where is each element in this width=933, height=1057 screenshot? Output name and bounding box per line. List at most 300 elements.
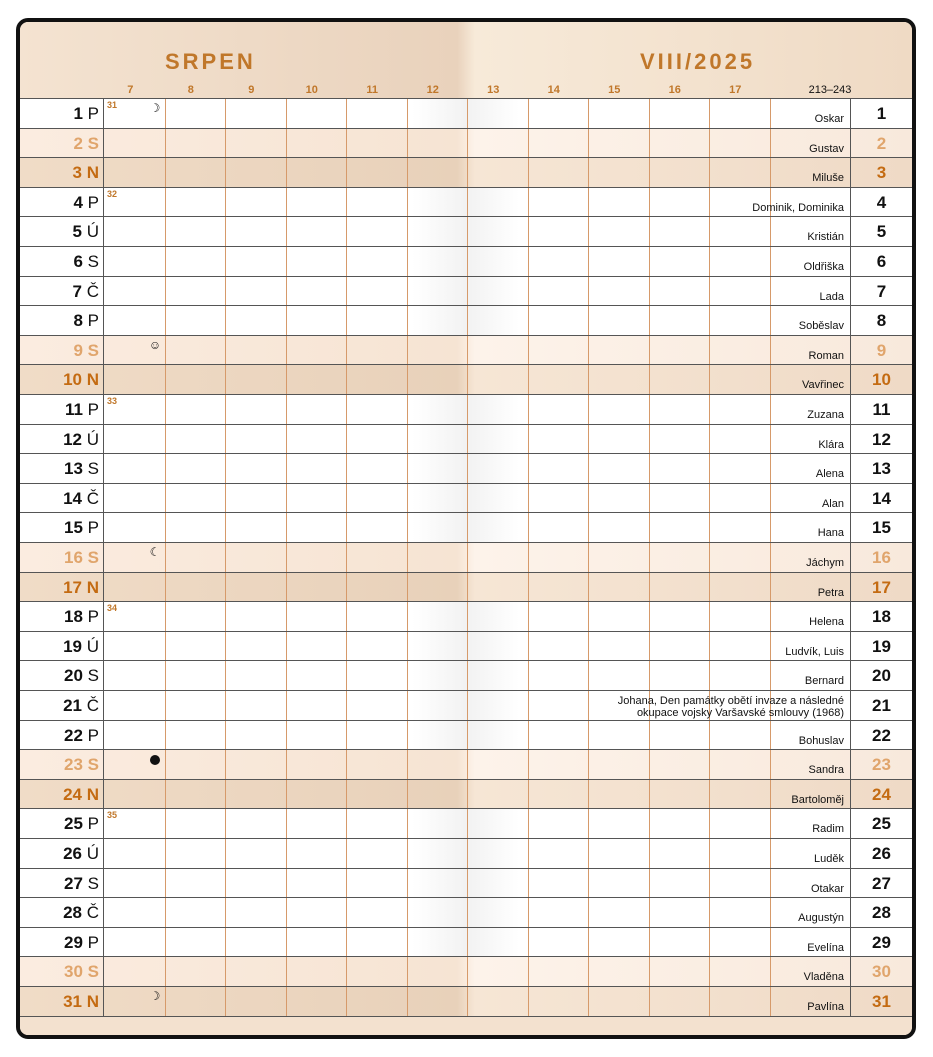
hour-divider — [286, 277, 287, 306]
hour-divider — [225, 573, 226, 602]
day-row[interactable] — [20, 572, 912, 602]
day-number-right: 27 — [850, 869, 912, 898]
day-row[interactable] — [20, 276, 912, 306]
hour-divider — [649, 721, 650, 750]
hour-divider — [649, 573, 650, 602]
hour-divider — [225, 484, 226, 513]
name-day — [820, 291, 844, 303]
hour-divider — [588, 809, 589, 838]
name-day — [807, 1001, 844, 1013]
hour-divider — [709, 365, 710, 394]
hour-divider — [588, 336, 589, 365]
hour-divider — [467, 217, 468, 246]
day-label — [20, 484, 104, 513]
hour-divider — [225, 987, 226, 1016]
hour-divider — [649, 454, 650, 483]
hour-label: 15 — [608, 84, 621, 96]
hour-divider — [407, 158, 408, 187]
name-day-line: Oskar — [814, 113, 844, 125]
hour-divider — [467, 839, 468, 868]
day-of-week: S — [87, 755, 99, 775]
hour-divider — [528, 987, 529, 1016]
hour-divider — [649, 898, 650, 927]
hour-divider — [588, 513, 589, 542]
name-day-line: Bohuslav — [798, 734, 844, 747]
hour-divider — [407, 425, 408, 454]
hour-divider — [467, 898, 468, 927]
hour-divider — [467, 780, 468, 809]
day-row[interactable] — [20, 98, 912, 128]
hour-divider — [588, 661, 589, 690]
day-number-right: 1 — [850, 99, 912, 128]
hour-divider — [770, 780, 771, 809]
hour-divider — [346, 99, 347, 128]
name-day — [809, 616, 844, 628]
name-day-line: Soběslav — [798, 320, 844, 333]
hour-divider — [588, 188, 589, 217]
day-number: 6 — [73, 252, 83, 271]
hour-divider — [407, 543, 408, 572]
hour-divider — [709, 632, 710, 661]
day-number-right: 24 — [850, 780, 912, 809]
day-number: 26 — [63, 844, 82, 863]
hour-divider — [225, 247, 226, 276]
day-number: 11 — [64, 400, 83, 419]
hour-divider — [588, 987, 589, 1016]
day-row[interactable] — [20, 631, 912, 661]
name-day — [806, 557, 844, 569]
hour-divider — [165, 602, 166, 631]
day-number-right: 20 — [850, 661, 912, 690]
day-of-week: Ú — [86, 636, 99, 656]
hour-divider — [528, 573, 529, 602]
hour-divider — [286, 217, 287, 246]
name-day-line: Ludvík, Luis — [785, 645, 844, 658]
hour-divider — [467, 513, 468, 542]
hour-divider — [649, 425, 650, 454]
day-number: 22 — [64, 725, 83, 745]
hour-divider — [165, 750, 166, 779]
hour-divider — [770, 454, 771, 483]
day-number: 10 — [63, 370, 82, 390]
day-number: 28 — [63, 903, 82, 923]
hour-divider — [165, 809, 166, 838]
hour-divider — [346, 721, 347, 750]
day-number: 12 — [63, 429, 82, 449]
day-row[interactable] — [20, 542, 912, 572]
day-of-year-range: 213–243 — [808, 84, 852, 96]
hour-divider — [467, 750, 468, 779]
hour-divider — [588, 869, 589, 898]
hour-divider — [407, 957, 408, 986]
hour-divider — [528, 158, 529, 187]
name-day-line: Augustýn — [798, 912, 844, 925]
hour-divider — [225, 898, 226, 927]
hour-divider — [346, 750, 347, 779]
hour-divider — [649, 306, 650, 335]
hour-divider — [528, 425, 529, 454]
name-day-line: Evelína — [807, 941, 844, 954]
hour-divider — [770, 632, 771, 661]
hour-divider — [770, 217, 771, 246]
day-number-right: 29 — [850, 928, 912, 957]
name-day — [812, 172, 844, 184]
hour-divider — [709, 425, 710, 454]
hour-divider — [467, 957, 468, 986]
hour-divider — [286, 336, 287, 365]
hour-divider — [165, 454, 166, 483]
hour-divider — [346, 336, 347, 365]
day-label — [20, 188, 104, 217]
hour-divider — [709, 780, 710, 809]
hour-divider — [588, 573, 589, 602]
hour-divider — [346, 425, 347, 454]
hour-divider — [709, 217, 710, 246]
hour-divider — [770, 839, 771, 868]
name-day — [802, 379, 844, 391]
hour-divider — [286, 632, 287, 661]
day-row[interactable] — [20, 335, 912, 365]
name-day — [805, 675, 844, 687]
hour-divider — [346, 484, 347, 513]
week-number: 35 — [107, 810, 118, 821]
name-day — [822, 498, 844, 510]
name-day-line: Luděk — [814, 853, 844, 865]
day-number-right: 30 — [850, 957, 912, 986]
hour-label: 16 — [668, 84, 681, 96]
day-row[interactable] — [20, 601, 912, 631]
hour-divider — [528, 395, 529, 424]
hour-divider — [649, 602, 650, 631]
hour-divider — [225, 691, 226, 720]
hour-divider — [770, 484, 771, 513]
day-of-week: N — [86, 784, 99, 804]
name-day — [752, 202, 844, 214]
day-row[interactable] — [20, 838, 912, 868]
hour-divider — [528, 957, 529, 986]
hour-divider — [346, 839, 347, 868]
hour-divider — [528, 809, 529, 838]
hour-divider — [588, 99, 589, 128]
name-day-line: okupace vojsky Varšavské smlouvy (1968) — [636, 707, 844, 719]
name-day-line: Roman — [808, 349, 844, 362]
day-label — [20, 869, 104, 898]
day-of-week: Ú — [86, 844, 99, 863]
hour-divider — [649, 632, 650, 661]
hour-divider — [225, 365, 226, 394]
day-number-right: 26 — [850, 839, 912, 868]
day-label — [20, 454, 104, 483]
hour-divider — [709, 602, 710, 631]
day-label — [20, 632, 104, 661]
hour-divider — [165, 513, 166, 542]
day-number: 9 — [73, 340, 83, 360]
day-row[interactable] — [20, 453, 912, 483]
hour-divider — [225, 454, 226, 483]
hour-divider — [770, 987, 771, 1016]
hour-divider — [770, 750, 771, 779]
day-row[interactable] — [20, 246, 912, 276]
hour-divider — [770, 158, 771, 187]
hour-divider — [346, 129, 347, 158]
day-label — [20, 99, 104, 128]
hour-divider — [528, 336, 529, 365]
hour-divider — [467, 661, 468, 690]
hour-divider — [770, 99, 771, 128]
day-row[interactable] — [20, 779, 912, 809]
hour-divider — [165, 543, 166, 572]
day-of-week: S — [87, 459, 99, 479]
hour-divider — [649, 129, 650, 158]
hour-divider — [588, 750, 589, 779]
hour-divider — [588, 425, 589, 454]
day-label — [20, 365, 104, 394]
hour-divider — [770, 809, 771, 838]
last-quarter-icon: ☾ — [149, 545, 161, 559]
hour-divider — [709, 721, 710, 750]
day-row[interactable] — [20, 424, 912, 454]
hour-divider — [407, 365, 408, 394]
day-number: 17 — [63, 577, 82, 597]
hour-divider — [588, 395, 589, 424]
hour-divider — [346, 691, 347, 720]
hour-divider — [407, 513, 408, 542]
name-day-line: Sandra — [808, 764, 844, 777]
hour-divider — [588, 957, 589, 986]
day-of-week: S — [87, 340, 99, 360]
name-day-line: Petra — [817, 586, 844, 599]
hour-divider — [407, 277, 408, 306]
day-row[interactable] — [20, 216, 912, 246]
hour-divider — [709, 395, 710, 424]
hour-divider — [346, 957, 347, 986]
calendar-footer — [20, 1016, 912, 1039]
day-number: 16 — [64, 548, 83, 567]
hour-divider — [467, 425, 468, 454]
day-label — [20, 513, 104, 542]
name-day — [809, 143, 844, 155]
hour-divider — [407, 484, 408, 513]
day-of-week: Ú — [86, 222, 99, 242]
hour-divider — [225, 869, 226, 898]
hour-divider — [649, 987, 650, 1016]
hour-label: 14 — [547, 84, 560, 96]
hour-divider — [709, 158, 710, 187]
hour-divider — [649, 247, 650, 276]
day-of-week: N — [86, 992, 99, 1011]
hour-divider — [709, 484, 710, 513]
hour-divider — [588, 306, 589, 335]
hour-divider — [165, 247, 166, 276]
hour-divider — [225, 809, 226, 838]
name-day — [799, 735, 844, 747]
day-of-week: P — [87, 400, 99, 419]
name-day-line: Bernard — [804, 675, 844, 688]
hour-divider — [407, 217, 408, 246]
day-of-week: S — [87, 252, 99, 271]
day-row[interactable] — [20, 956, 912, 986]
hour-divider — [770, 869, 771, 898]
day-number: 24 — [63, 784, 82, 804]
day-number: 27 — [64, 873, 83, 893]
day-number: 19 — [63, 636, 82, 656]
day-row[interactable] — [20, 749, 912, 779]
name-day-line: Helena — [809, 616, 844, 629]
day-number-right: 19 — [850, 632, 912, 661]
hour-divider — [165, 957, 166, 986]
hour-label: 7 — [127, 84, 134, 96]
day-row[interactable] — [20, 305, 912, 335]
day-of-week: Č — [86, 903, 99, 923]
hour-divider — [286, 425, 287, 454]
hour-divider — [528, 750, 529, 779]
hour-divider — [709, 543, 710, 572]
hour-divider — [346, 306, 347, 335]
name-day — [799, 320, 844, 332]
day-row[interactable] — [20, 187, 912, 217]
hour-divider — [467, 454, 468, 483]
day-row[interactable] — [20, 128, 912, 158]
day-row[interactable] — [20, 986, 912, 1016]
day-of-week: P — [87, 518, 99, 538]
name-day — [816, 468, 844, 480]
day-label — [20, 839, 104, 868]
hour-divider — [588, 277, 589, 306]
name-day — [618, 695, 844, 719]
hour-divider — [346, 158, 347, 187]
hour-divider — [649, 513, 650, 542]
hour-divider — [225, 839, 226, 868]
day-row[interactable] — [20, 897, 912, 927]
hour-divider — [770, 661, 771, 690]
name-day-line: Klára — [818, 438, 844, 451]
day-of-week: P — [87, 932, 99, 952]
hour-divider — [709, 573, 710, 602]
day-row[interactable] — [20, 512, 912, 542]
name-day — [791, 794, 844, 806]
hour-divider — [346, 247, 347, 276]
hour-divider — [225, 129, 226, 158]
hour-divider — [346, 543, 347, 572]
day-number-right: 3 — [850, 158, 912, 187]
name-day — [804, 261, 844, 273]
hour-divider — [649, 839, 650, 868]
hour-divider — [528, 247, 529, 276]
hour-divider — [770, 365, 771, 394]
day-row[interactable] — [20, 720, 912, 750]
name-day — [818, 587, 844, 599]
hour-label: 10 — [305, 84, 318, 96]
hour-divider — [649, 188, 650, 217]
hour-divider — [588, 691, 589, 720]
hour-divider — [286, 395, 287, 424]
name-day — [785, 646, 844, 658]
day-number: 21 — [63, 696, 82, 715]
day-label — [20, 898, 104, 927]
hour-divider — [467, 484, 468, 513]
hour-divider — [649, 336, 650, 365]
day-number-right: 8 — [850, 306, 912, 335]
hour-divider — [467, 573, 468, 602]
day-label — [20, 543, 104, 572]
hour-divider — [649, 484, 650, 513]
name-day-line: Lada — [819, 290, 844, 303]
hour-divider — [467, 99, 468, 128]
day-row[interactable] — [20, 808, 912, 838]
hour-divider — [709, 277, 710, 306]
hour-divider — [588, 839, 589, 868]
hour-divider — [407, 780, 408, 809]
hour-divider — [165, 425, 166, 454]
name-day-line: Vladěna — [803, 971, 844, 984]
hour-divider — [528, 454, 529, 483]
hour-divider — [346, 277, 347, 306]
hour-divider — [709, 869, 710, 898]
hour-divider — [407, 839, 408, 868]
day-row[interactable] — [20, 394, 912, 424]
day-row[interactable] — [20, 157, 912, 187]
day-of-week: S — [87, 873, 99, 893]
hour-divider — [165, 573, 166, 602]
hour-divider — [709, 188, 710, 217]
hour-divider — [407, 809, 408, 838]
day-number: 25 — [64, 814, 83, 834]
day-number: 1 — [73, 104, 83, 123]
hour-divider — [649, 869, 650, 898]
day-row[interactable] — [20, 690, 912, 720]
hour-divider — [528, 898, 529, 927]
hour-divider — [528, 839, 529, 868]
hour-divider — [165, 869, 166, 898]
hour-divider — [709, 454, 710, 483]
day-row[interactable] — [20, 868, 912, 898]
hour-divider — [649, 395, 650, 424]
hour-divider — [165, 99, 166, 128]
day-label — [20, 129, 104, 158]
name-day-line: Vavřinec — [802, 379, 844, 392]
hour-divider — [165, 395, 166, 424]
name-day — [809, 350, 844, 362]
day-row[interactable] — [20, 660, 912, 690]
hour-divider — [649, 928, 650, 957]
day-of-week: Č — [86, 281, 99, 301]
day-of-week: Č — [86, 696, 99, 715]
first-quarter-icon: ☽ — [149, 989, 161, 1003]
day-number-right: 12 — [850, 425, 912, 454]
name-day — [807, 231, 844, 243]
name-day-line: Miluše — [812, 172, 844, 185]
hour-divider — [346, 602, 347, 631]
hour-divider — [286, 484, 287, 513]
hour-divider — [286, 365, 287, 394]
day-of-week: Č — [86, 488, 99, 508]
hour-divider — [225, 217, 226, 246]
name-day — [818, 439, 844, 451]
day-row[interactable] — [20, 927, 912, 957]
hour-divider — [588, 928, 589, 957]
hour-divider — [286, 928, 287, 957]
name-day — [814, 853, 844, 865]
day-number: 3 — [72, 163, 82, 183]
hour-divider — [709, 129, 710, 158]
day-of-week: S — [87, 962, 99, 982]
hour-divider — [649, 99, 650, 128]
hour-divider — [346, 809, 347, 838]
name-day — [798, 912, 844, 924]
day-row[interactable] — [20, 483, 912, 513]
day-row[interactable] — [20, 364, 912, 394]
hour-divider — [770, 336, 771, 365]
